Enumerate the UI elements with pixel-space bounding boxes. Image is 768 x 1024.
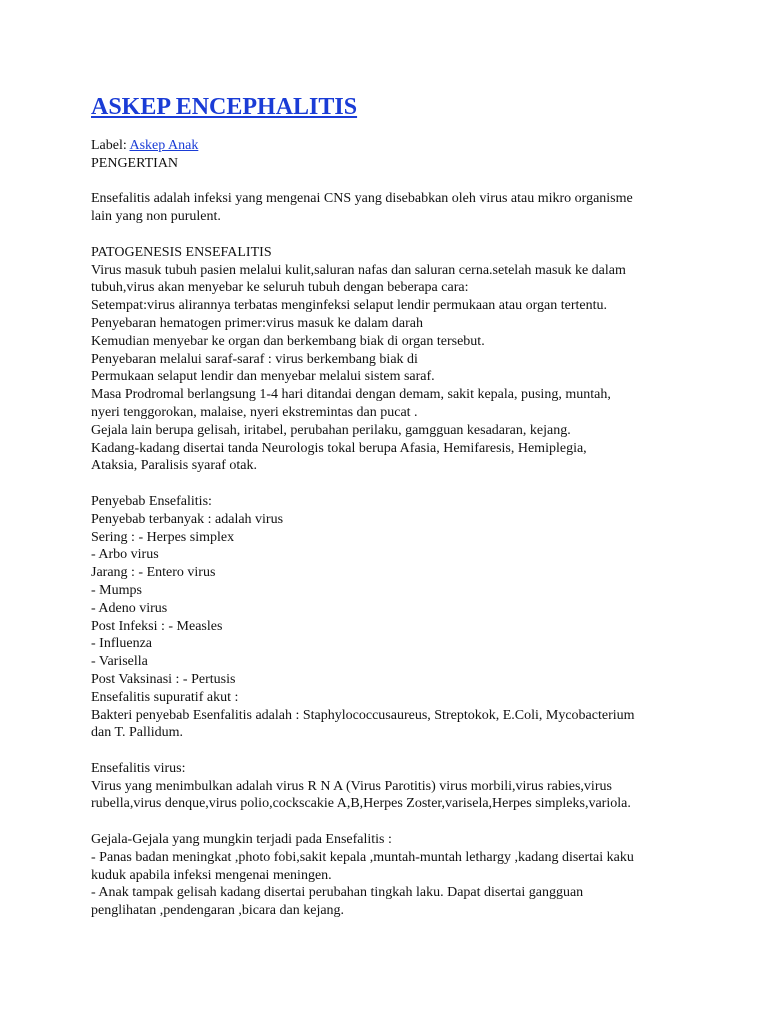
text-line: - Influenza [91,636,153,652]
text-line: rubella,virus denque,virus polio,cockscakie A,B,Herpes Zoster,varisela,Herpes simpleks,variola. [91,796,631,812]
text-line: Gejala lain berupa gelisah, iritabel, perubahan perilaku, gamgguan kesadaran, kejang. [91,422,571,438]
text-line: Ensefalitis adalah infeksi yang mengenai CNS yang disebabkan oleh virus atau mikro organisme [91,191,633,207]
text-line: Post Vaksinasi : - Pertusis [91,671,236,687]
text-line: PATOGENESIS ENSEFALITIS [91,244,272,260]
text-line: Sering : - Herpes simplex [91,529,235,545]
text-line: - Arbo virus [91,547,159,563]
text-line: Ensefalitis virus: [91,760,186,776]
text-line: - Mumps [91,582,142,598]
text-line: - Adeno virus [91,600,168,616]
text-line: Bakteri penyebab Esenfalitis adalah : Staphylococcusaureus, Streptokok, E.Coli, Mycobacterium [91,707,635,723]
text-line: penglihatan ,pendengaran ,bicara dan kejang. [91,903,345,919]
text-line: Virus yang menimbulkan adalah virus R N A (Virus Parotitis) virus morbili,virus rabies,virus [91,778,612,794]
text-line: Setempat:virus alirannya terbatas menginfeksi selaput lendir permukaan atau organ tertentu. [91,298,608,314]
text-line: Gejala-Gejala yang mungkin terjadi pada Ensefalitis : [91,832,392,848]
text-line: Ensefalitis supuratif akut : [91,689,239,705]
paragraph-gap [91,226,691,244]
text-line: kuduk apabila infeksi mengenai meningen. [91,867,332,883]
text-line: lain yang non purulent. [91,209,221,225]
title-link[interactable]: ASKEP ENCEPHALITIS [91,94,358,120]
article-body [91,137,691,920]
text-line: - Varisella [91,654,148,670]
text-line: Jarang : - Entero virus [91,565,216,581]
text-line: Masa Prodromal berlangsung 1-4 hari ditandai dengan demam, sakit kepala, pusing, muntah, [91,387,611,403]
text-line: Kadang-kadang disertai tanda Neurologis tokal berupa Afasia, Hemifaresis, Hemiplegia, [91,440,587,456]
text-line: Penyebab terbanyak : adalah virus [91,511,284,527]
label-prefix: Label: [91,138,130,153]
text-line: Penyebaran hematogen primer:virus masuk ke dalam darah [91,315,423,331]
text-line: Ataksia, Paralisis syaraf otak. [91,458,258,474]
text-line: - Anak tampak gelisah kadang disertai perubahan tingkah laku. Dapat disertai gangguan [91,885,584,901]
article-content [91,155,691,920]
text-line: nyeri tenggorokan, malaise, nyeri ekstremintas dan pucat . [91,404,418,420]
page-title [91,92,357,122]
text-line: Virus masuk tubuh pasien melalui kulit,saluran nafas dan saluran cerna.setelah masuk ke dalam [91,262,626,278]
text-line: Post Infeksi : - Measles [91,618,223,634]
paragraph-gap [91,742,691,760]
text-line: dan T. Pallidum. [91,725,184,741]
text-line: PENGERTIAN [91,155,179,171]
text-line: tubuh,virus akan menyebar ke seluruh tubuh dengan beberapa cara: [91,280,469,296]
paragraph-gap [91,475,691,493]
label-link-askep-anak[interactable]: Askep Anak [129,138,199,153]
text-line: Kemudian menyebar ke organ dan berkembang biak di organ tersebut. [91,333,485,349]
text-line: - Panas badan meningkat ,photo fobi,sakit kepala ,muntah-muntah lethargy ,kadang disertai kaku [91,849,634,865]
label-line [91,137,691,155]
text-line: Permukaan selaput lendir dan menyebar melalui sistem saraf. [91,369,435,385]
paragraph-gap [91,173,691,191]
text-line: Penyebab Ensefalitis: [91,493,212,509]
text-line: Penyebaran melalui saraf-saraf : virus berkembang biak di [91,351,418,367]
paragraph-gap [91,813,691,831]
